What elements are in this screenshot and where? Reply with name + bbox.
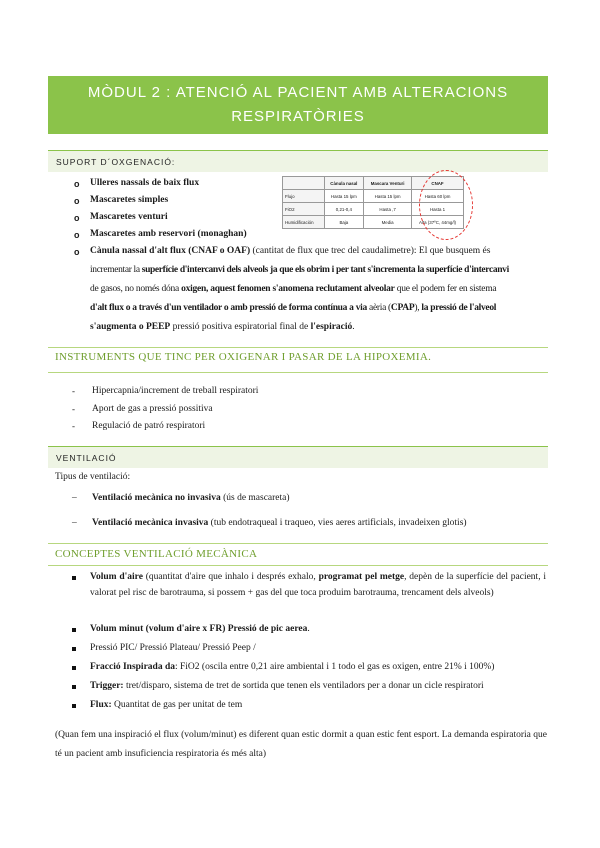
concept-trigger: Trigger: tret/disparo, sistema de tret de sortida que tenen els ventiladors per a donar un cicle respiratori	[90, 681, 484, 691]
concept-volum-minut: Volum minut (volum d'aire x FR) Pressió de pic aerea.	[90, 624, 310, 634]
section-header-conceptes: CONCEPTES VENTILACIÓ MECÀNICA	[55, 548, 258, 560]
section-header-suport: SUPORT D´OXGENACIÓ:	[48, 150, 548, 172]
table-cell: Hasta 60 lpm	[412, 190, 464, 203]
square-bullet-icon	[72, 576, 76, 580]
bullet-o-icon: o	[74, 196, 80, 206]
square-bullet-icon	[72, 628, 76, 632]
dash-bullet-icon: -	[72, 404, 75, 414]
canula-line-5: s'augmenta o PEEP pressió positiva espiratorial final de l'espiració.	[90, 322, 355, 332]
table-header-cell: Cànula nasal	[324, 177, 364, 190]
cnaf-highlight-circle	[419, 170, 473, 240]
ventilacio-item-2: Ventilació mecànica invasiva (tub endotraqueal i traqueo, vies aeres artificials, invadeixen glotis)	[92, 518, 467, 528]
section-header-ventilacio: VENTILACIÓ	[48, 446, 548, 468]
ventilacio-intro: Tipus de ventilació:	[55, 472, 131, 482]
page-title-line1: MÒDUL 2 : ATENCIÓ AL PACIENT AMB ALTERACIONS	[87, 84, 509, 101]
suport-item-4: Mascaretes amb reservori (monaghan)	[90, 229, 247, 239]
instrument-item-1: Hipercapnia/increment de treball respiratori	[92, 386, 259, 396]
suport-item-1: Ulleres nassals de baix flux	[90, 178, 200, 188]
square-bullet-icon	[72, 685, 76, 689]
table-cell: Hasta 15 lpm	[364, 190, 412, 203]
table-cell: Hasta 1	[412, 203, 464, 216]
table-cell: Humidificación	[283, 216, 325, 229]
suport-item-3: Mascaretes venturi	[90, 212, 168, 222]
table-header-cell: Mascara Venturi	[364, 177, 412, 190]
divider	[48, 347, 548, 348]
bullet-o-icon: o	[74, 230, 80, 240]
closing-note: (Quan fem una inspiració el flux (volum/minut) es diferent quan estic dormit a quan estic fent esport. La demanda espiratoria que té un pacient amb insuficiencia respiratoria és més alta)	[55, 730, 547, 759]
endash-bullet-icon: –	[72, 518, 77, 528]
canula-line-4: d'alt flux o a través d'un ventilador o amb pressió de forma contínua a via aèria (CPAP), la pressió de l'alveol	[90, 303, 497, 313]
table-cell: Alta (37ºC, 44mg/l)	[412, 216, 464, 229]
table-cell: Hasta ,7	[364, 203, 412, 216]
canula-line-1: Cànula nassal d'alt flux (CNAF o OAF) (cantitat de flux que trec del caudalimetre): El que busquem és	[90, 246, 491, 256]
table-header-cell	[283, 177, 325, 190]
canula-paragraph	[90, 242, 546, 337]
concept-fraccio: Fracció Inspirada da: FiO2 (oscila entre 0,21 aire ambiental i 1 todo el gas es oxigen, entre 21% i 100%)	[90, 662, 495, 672]
ventilacio-item-1: Ventilació mecànica no invasiva (ús de mascareta)	[92, 493, 290, 503]
square-bullet-icon	[72, 647, 76, 651]
suport-item-2: Mascaretes simples	[90, 195, 169, 205]
divider	[48, 565, 548, 566]
canula-line-3: de gasos, no només dóna oxigen, aquest fenomen s'anomena reclutament alveolar que el podem fer en sistema	[90, 284, 497, 294]
instrument-item-2: Aport de gas a pressió possitiva	[92, 404, 213, 414]
table-cell: 0,21-0,4	[324, 203, 364, 216]
bullet-o-icon: o	[74, 179, 80, 189]
bullet-o-icon: o	[74, 213, 80, 223]
table-cell: FiO2	[283, 203, 325, 216]
table-cell: Hasta 15 lpm	[324, 190, 364, 203]
page-title-line2: RESPIRATÒRIES	[231, 108, 365, 125]
page-title-banner	[48, 76, 548, 134]
table-header-cell: CNAF	[412, 177, 464, 190]
endash-bullet-icon: –	[72, 493, 77, 503]
square-bullet-icon	[72, 704, 76, 708]
dash-bullet-icon: -	[72, 421, 75, 431]
canula-line-2: incrementar la superfície d'intercanvi dels alveols ja que els obrim i per tant s'incrementa la superfície d'intercanvi	[90, 265, 509, 275]
concept-pressio: Pressió PIC/ Pressió Plateau/ Pressió Peep /	[90, 643, 256, 653]
square-bullet-icon	[72, 666, 76, 670]
divider	[48, 543, 548, 544]
concept-flux: Flux: Quantitat de gas per unitat de tem	[90, 700, 243, 710]
dash-bullet-icon: -	[72, 386, 75, 396]
bullet-o-icon: o	[74, 247, 80, 257]
table-cell: Flujo	[283, 190, 325, 203]
table-cell: Baja	[324, 216, 364, 229]
table-cell: Media	[364, 216, 412, 229]
divider	[48, 372, 548, 373]
instrument-item-3: Regulació de patró respiratori	[92, 421, 206, 431]
concept-volum: Volum d'aire (quantitat d'aire que inhalo i després exhalo, programat pel metge, depèn de la superfície del pacient, i valorat pel risc de barotrauma, si possem + gas del que toca produim barotrauma, trencament dels alveols)	[90, 572, 546, 598]
section-header-instruments: INSTRUMENTS QUE TINC PER OXIGENAR I PASAR DE LA HIPOXEMIA.	[55, 351, 432, 363]
